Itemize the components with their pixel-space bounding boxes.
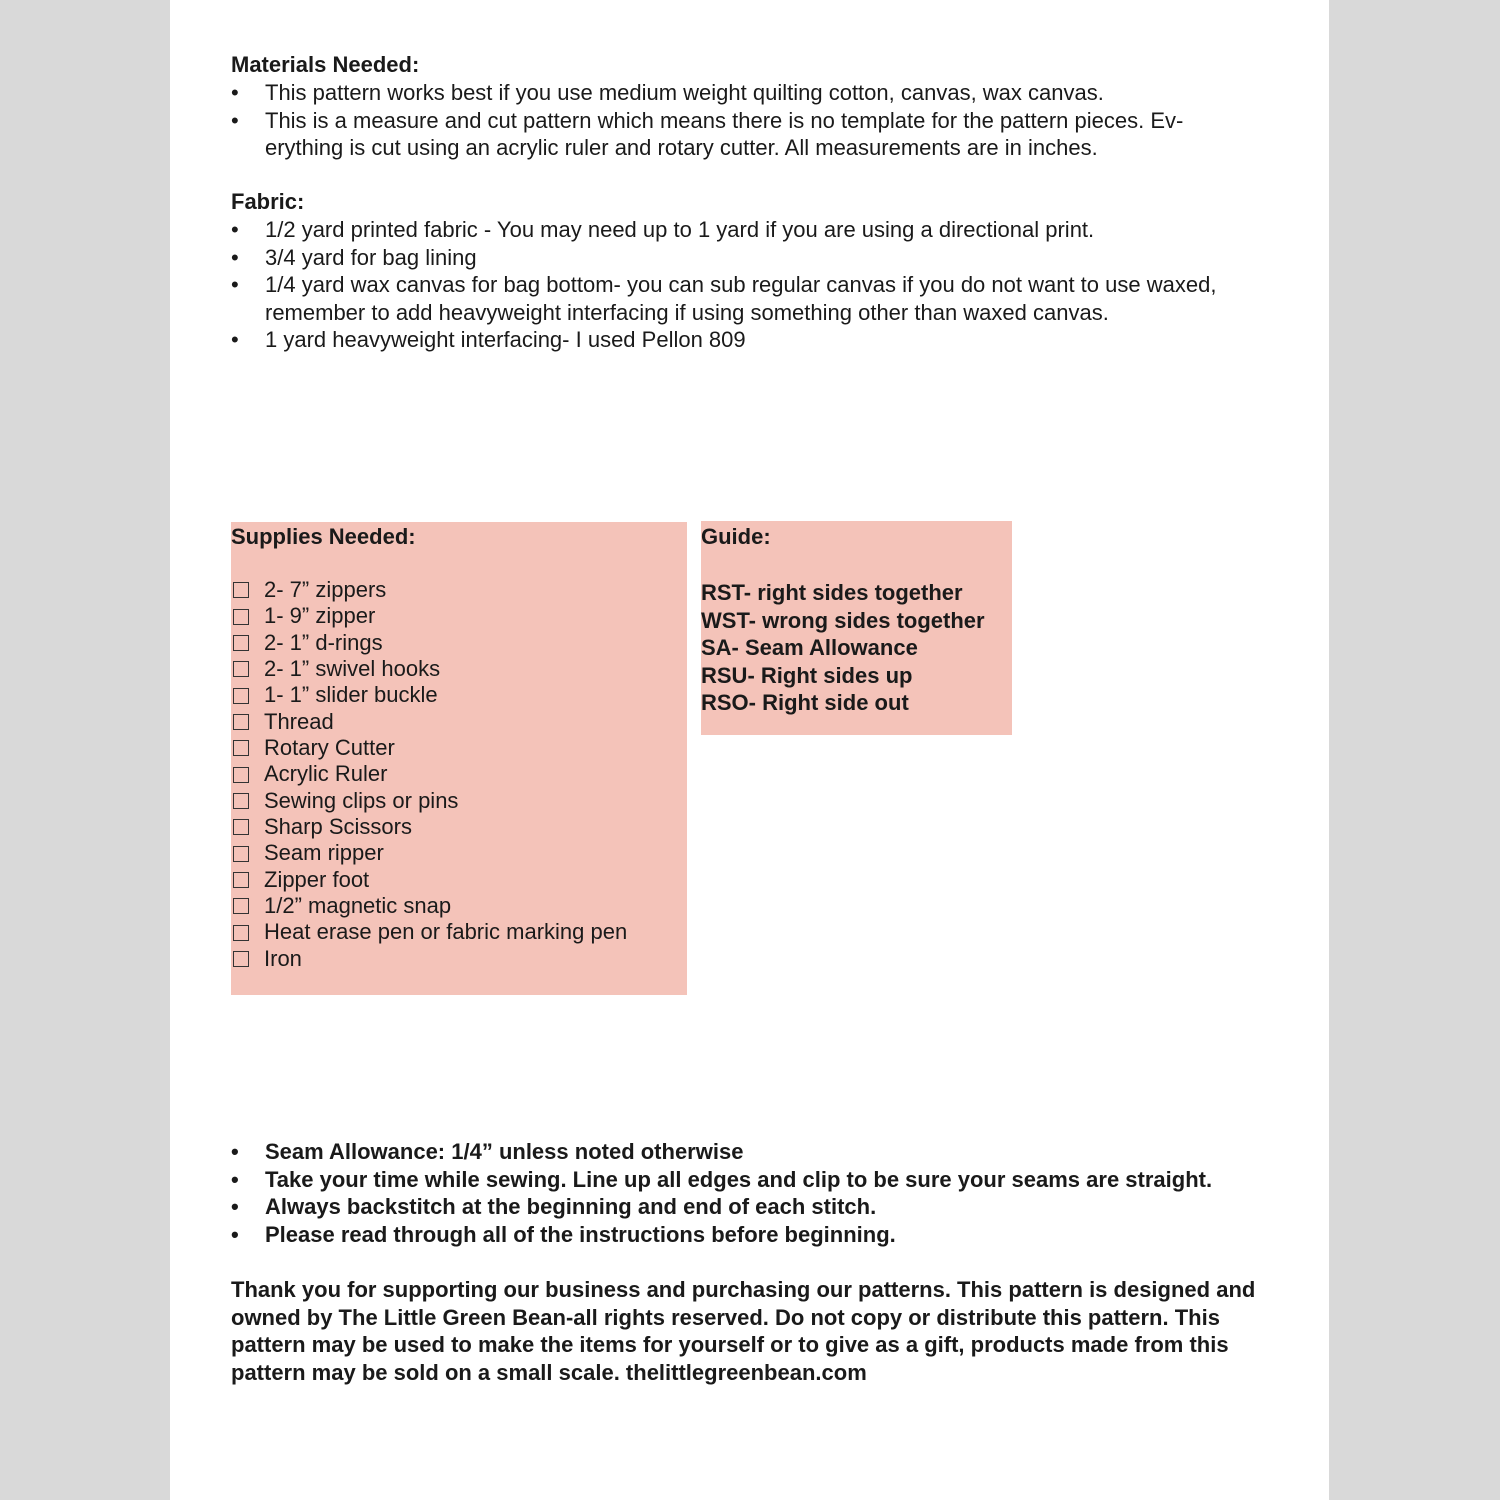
checkbox-icon[interactable] [233, 661, 249, 677]
checklist-item: 1- 1” slider buckle [233, 682, 627, 708]
checklist-item: 1/2” magnetic snap [233, 893, 627, 919]
bullet-icon: • [231, 1221, 239, 1247]
list-item: • This is a measure and cut pattern which means there is no template for the pattern pieces. Ev-erything is cut using an acrylic ruler and rotary cutter. All measurements are in inches. [231, 107, 1184, 160]
bullet-icon: • [231, 80, 239, 105]
checklist-item: Heat erase pen or fabric marking pen [233, 919, 627, 945]
checkbox-icon[interactable] [233, 582, 249, 598]
checklist-item: Iron [233, 946, 627, 972]
checkbox-icon[interactable] [233, 925, 249, 941]
materials-heading: Materials Needed: [231, 52, 420, 77]
list-item: SA- Seam Allowance [701, 635, 918, 660]
list-item: • Take your time while sewing. Line up all edges and clip to be sure your seams are straight. [231, 1166, 1213, 1192]
checkbox-icon[interactable] [233, 793, 249, 809]
checklist-item: Rotary Cutter [233, 735, 627, 761]
checklist-item: 2- 1” d-rings [233, 630, 627, 656]
list-item: • Seam Allowance: 1/4” unless noted otherwise [231, 1139, 744, 1164]
checkbox-icon[interactable] [233, 609, 249, 625]
list-item: • This pattern works best if you use medium weight quilting cotton, canvas, wax canvas. [231, 80, 1104, 105]
list-item: • Always backstitch at the beginning and end of each stitch. [231, 1194, 877, 1219]
bullet-icon: • [231, 1139, 239, 1164]
list-item: • 1 yard heavyweight interfacing- I used Pellon 809 [231, 327, 746, 352]
checkbox-icon[interactable] [233, 740, 249, 756]
copyright-paragraph: Thank you for supporting our business and purchasing our patterns. This pattern is designed and owned by The Little Green Bean-all rights reserved. Do not copy or distribute this pattern. This pattern may be used to make the items for yourself or to give as a gift, products made from this pattern may be sold on a small scale. thelittlegreenbean.com [231, 1277, 1256, 1385]
bullet-icon: • [231, 107, 239, 133]
list-item: • 1/4 yard wax canvas for bag bottom- you can sub regular canvas if you do not want to use waxed, remember to add heavyweight interfacing if using something other than waxed canvas. [231, 272, 1217, 325]
fabric-section [231, 188, 1271, 354]
checkbox-icon[interactable] [233, 688, 249, 704]
checklist-item: Zipper foot [233, 867, 627, 893]
bullet-icon: • [231, 327, 239, 352]
checklist-item: 2- 7” zippers [233, 577, 627, 603]
supplies-heading: Supplies Needed: [231, 524, 416, 549]
guide-box [701, 521, 1012, 735]
tips-section [231, 1138, 1271, 1248]
bullet-icon: • [231, 1194, 239, 1219]
list-item: WST- wrong sides together [701, 607, 985, 633]
materials-section [231, 51, 1271, 162]
bullet-icon: • [231, 1166, 239, 1192]
checklist-item: 2- 1” swivel hooks [233, 656, 627, 682]
bullet-icon: • [231, 217, 239, 242]
bullet-icon: • [231, 272, 239, 297]
supplies-box [231, 522, 687, 995]
list-item: • 3/4 yard for bag lining [231, 244, 477, 270]
checkbox-icon[interactable] [233, 635, 249, 651]
checkbox-icon[interactable] [233, 714, 249, 730]
checklist-item: Sharp Scissors [233, 814, 627, 840]
fabric-list [231, 216, 1271, 354]
checkbox-icon[interactable] [233, 872, 249, 888]
checklist-item: Sewing clips or pins [233, 788, 627, 814]
materials-list [231, 79, 1271, 162]
bullet-icon: • [231, 244, 239, 270]
list-item: RSO- Right side out [701, 690, 909, 715]
document-page [170, 0, 1329, 1500]
list-item: RSU- Right sides up [701, 662, 913, 688]
guide-heading: Guide: [701, 524, 771, 549]
fabric-heading: Fabric: [231, 189, 305, 214]
list-item: RST- right sides together [701, 580, 963, 605]
checkbox-icon[interactable] [233, 819, 249, 835]
checkbox-icon[interactable] [233, 951, 249, 967]
guide-list [701, 579, 985, 717]
footer-section [231, 1276, 1256, 1386]
checkbox-icon[interactable] [233, 898, 249, 914]
list-item: • 1/2 yard printed fabric - You may need up to 1 yard if you are using a directional print. [231, 217, 1095, 242]
list-item: • Please read through all of the instructions before beginning. [231, 1221, 896, 1247]
supplies-checklist [233, 577, 627, 972]
checklist-item: 1- 9” zipper [233, 603, 627, 629]
checkbox-icon[interactable] [233, 846, 249, 862]
checklist-item: Thread [233, 709, 627, 735]
tips-list [231, 1138, 1271, 1248]
checklist-item: Seam ripper [233, 840, 627, 866]
checkbox-icon[interactable] [233, 767, 249, 783]
checklist-item: Acrylic Ruler [233, 761, 627, 787]
